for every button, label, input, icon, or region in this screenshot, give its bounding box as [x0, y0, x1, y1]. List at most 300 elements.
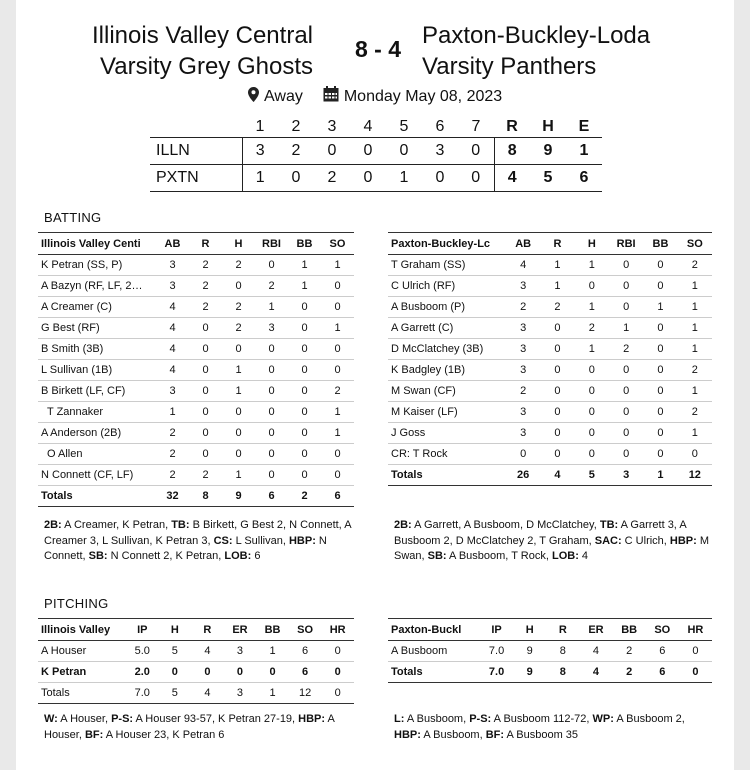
box-score-sheet [16, 0, 734, 770]
player-name: K Petran [38, 662, 126, 683]
player-row [388, 255, 712, 276]
stat-column-header: SO [678, 233, 712, 255]
stat-cell: 2 [222, 318, 255, 339]
stat-cell: 2 [609, 339, 643, 360]
note-text: N Connett, [44, 534, 327, 562]
stat-column-header: RBI [255, 233, 288, 255]
totals-row [38, 683, 354, 704]
stat-cell: 1 [678, 381, 712, 402]
inning-runs: 2 [278, 137, 314, 164]
stat-cell: 7.0 [480, 641, 513, 662]
stat-column-header: RBI [609, 233, 643, 255]
stat-cell: 0 [189, 423, 222, 444]
stat-cell: 0 [540, 339, 574, 360]
player-row [38, 662, 354, 683]
home-batting-notes [44, 518, 354, 565]
totals-row [38, 486, 354, 507]
stat-cell: 0 [575, 381, 609, 402]
stat-cell: 0 [189, 402, 222, 423]
stat-cell: 4 [156, 318, 189, 339]
total-hits: 9 [530, 137, 566, 164]
linescore-corner [150, 117, 242, 137]
map-pin-icon [248, 87, 259, 107]
stat-cell: 4 [156, 339, 189, 360]
stat-cell: 3 [506, 318, 540, 339]
stat-cell: 2 [506, 381, 540, 402]
note-text: N Connett 2, K Petran, [107, 550, 225, 562]
note-key: SB: [427, 550, 447, 562]
stat-cell: 0 [609, 360, 643, 381]
total-runs: 8 [494, 137, 530, 164]
stat-column-header: BB [288, 233, 321, 255]
stat-cell: 0 [321, 297, 354, 318]
totals-cell: 12 [289, 683, 322, 704]
player-name: K Petran (SS, P) [38, 255, 156, 276]
note-key: HBP: [394, 728, 421, 741]
stat-cell: 0 [321, 339, 354, 360]
team-column-header: Paxton-Buckley-Lc [388, 233, 506, 255]
stat-cell: 0 [189, 339, 222, 360]
stat-cell: 0 [321, 662, 354, 683]
stat-cell: 5.0 [126, 641, 159, 662]
stat-cell: 3 [506, 402, 540, 423]
totals-cell: 8 [189, 486, 222, 507]
stat-cell: 0 [643, 339, 677, 360]
team-column-header: Paxton-Buckl [388, 619, 480, 641]
player-row [38, 360, 354, 381]
stat-column-header: ER [224, 619, 257, 641]
linescore-row [150, 164, 602, 191]
note-key: HBP: [298, 713, 326, 725]
note-text: L Sullivan, [232, 534, 289, 547]
batting-section-title: BATTING [44, 210, 102, 225]
stat-cell: 1 [222, 360, 255, 381]
note-key: LOB: [551, 550, 579, 562]
totals-cell: 5 [575, 465, 609, 486]
stat-cell: 0 [288, 297, 321, 318]
player-row [388, 360, 712, 381]
note-text: A Busboom, [404, 713, 470, 725]
player-row [388, 339, 712, 360]
stat-column-header: BB [256, 619, 289, 641]
linescore-row [150, 137, 602, 164]
totals-cell: 2 [288, 486, 321, 507]
stat-cell: 0 [189, 381, 222, 402]
inning-runs: 0 [278, 164, 314, 191]
stat-cell: 3 [506, 360, 540, 381]
player-name: M Swan (CF) [388, 381, 506, 402]
note-text: A Busboom 35 [504, 728, 579, 741]
stat-cell: 0 [540, 402, 574, 423]
player-name: T Zannaker [38, 402, 156, 423]
player-row [38, 255, 354, 276]
stat-cell: 0 [191, 662, 224, 683]
away-team-name [422, 20, 650, 82]
note-key: WP: [592, 713, 614, 725]
rhe-header: R [506, 117, 518, 135]
stat-column-header: SO [289, 619, 322, 641]
stat-cell: 2 [189, 255, 222, 276]
away-batting-table [388, 232, 712, 486]
stat-cell: 1 [575, 255, 609, 276]
player-name: T Graham (SS) [388, 255, 506, 276]
team-column-header: Illinois Valley Centi [38, 233, 156, 255]
player-row [388, 444, 712, 465]
inning-runs: 0 [314, 137, 350, 164]
stat-cell: 2 [678, 402, 712, 423]
player-row [388, 423, 712, 444]
stat-cell: 3 [255, 318, 288, 339]
player-row [38, 318, 354, 339]
stat-cell: 6 [289, 662, 322, 683]
note-key: 2B: [44, 519, 62, 531]
player-row [38, 423, 354, 444]
total-hits: 5 [530, 164, 566, 191]
stat-cell: 0 [643, 255, 677, 276]
player-name: B Smith (3B) [38, 339, 156, 360]
note-text: A Busboom 112-72, [491, 713, 593, 725]
stat-cell: 3 [506, 276, 540, 297]
stat-cell: 1 [643, 297, 677, 318]
stat-cell: 0 [255, 255, 288, 276]
stat-cell: 3 [156, 276, 189, 297]
stat-cell: 0 [609, 423, 643, 444]
stat-cell: 0 [575, 402, 609, 423]
stat-cell: 1 [540, 255, 574, 276]
player-row [38, 402, 354, 423]
inning-runs: 1 [386, 164, 422, 191]
stat-cell: 3 [224, 641, 257, 662]
totals-cell: 9 [222, 486, 255, 507]
player-row [388, 381, 712, 402]
player-name: CR: T Rock [388, 444, 506, 465]
note-text: A Creamer, K Petran, [61, 519, 172, 531]
note-key: BF: [485, 728, 505, 741]
stat-column-header: R [189, 233, 222, 255]
stat-cell: 0 [643, 318, 677, 339]
stat-column-header: HR [321, 619, 354, 641]
home-team-line1: Illinois Valley Central [92, 22, 313, 49]
home-pitching-table [38, 618, 354, 704]
note-key: LOB: [224, 550, 252, 562]
stat-cell: 2 [678, 360, 712, 381]
stat-cell: 1 [288, 255, 321, 276]
player-name: G Best (RF) [38, 318, 156, 339]
player-name: A Bazyn (RF, LF, 2… [38, 276, 156, 297]
note-key: TB: [171, 519, 190, 531]
stat-cell: 0 [189, 318, 222, 339]
stat-cell: 0 [643, 276, 677, 297]
note-text: 4 [578, 550, 589, 562]
stat-column-header: H [222, 233, 255, 255]
stat-cell: 0 [255, 423, 288, 444]
stat-cell: 2.0 [126, 662, 159, 683]
home-batting-table [38, 232, 354, 507]
stat-cell: 1 [678, 339, 712, 360]
total-errors: 1 [566, 137, 602, 164]
player-name: C Ulrich (RF) [388, 276, 506, 297]
inning-header: 1 [255, 117, 265, 135]
player-row [388, 276, 712, 297]
note-text: B Birkett, G Best 2, N Connett, A Creamer 3, L Sullivan, K Petran 3, [44, 519, 351, 547]
stat-cell: 0 [222, 402, 255, 423]
player-name: D McClatchey (3B) [388, 339, 506, 360]
stat-cell: 1 [678, 318, 712, 339]
player-row [38, 444, 354, 465]
player-name: K Badgley (1B) [388, 360, 506, 381]
note-text: A Houser, [44, 713, 335, 741]
player-row [388, 297, 712, 318]
stat-cell: 0 [575, 444, 609, 465]
stat-cell: 0 [643, 423, 677, 444]
stat-cell: 0 [159, 662, 192, 683]
inning-runs: 2 [314, 164, 350, 191]
player-name: N Connett (CF, LF) [38, 465, 156, 486]
stat-cell: 4 [156, 360, 189, 381]
home-pitching-notes [44, 712, 354, 743]
stat-cell: 1 [321, 255, 354, 276]
player-name: A Anderson (2B) [38, 423, 156, 444]
stat-cell: 2 [189, 276, 222, 297]
stat-cell: 1 [609, 318, 643, 339]
rhe-header: E [578, 117, 590, 135]
stat-cell: 1 [575, 297, 609, 318]
player-name: J Goss [388, 423, 506, 444]
rhe-header: H [542, 117, 554, 135]
inning-runs: 0 [422, 164, 458, 191]
stat-cell: 2 [321, 381, 354, 402]
stat-column-header: R [540, 233, 574, 255]
stat-column-header: IP [480, 619, 513, 641]
totals-cell: 4 [540, 465, 574, 486]
stat-cell: 0 [222, 444, 255, 465]
player-row [388, 641, 712, 662]
game-meta [248, 86, 502, 107]
stat-cell: 1 [678, 423, 712, 444]
total-errors: 6 [566, 164, 602, 191]
stat-cell: 0 [256, 662, 289, 683]
stat-cell: 2 [222, 297, 255, 318]
pitching-section-title: PITCHING [44, 596, 109, 611]
totals-cell: 0 [321, 683, 354, 704]
stat-cell: 8 [546, 641, 579, 662]
stat-cell: 0 [540, 423, 574, 444]
stat-cell: 0 [540, 444, 574, 465]
totals-cell: 7.0 [480, 662, 513, 683]
player-name: M Kaiser (LF) [388, 402, 506, 423]
player-name: A Busboom [388, 641, 480, 662]
away-pitching-table [388, 618, 712, 683]
total-runs: 4 [494, 164, 530, 191]
stat-cell: 0 [321, 444, 354, 465]
stat-cell: 0 [189, 360, 222, 381]
totals-cell: 5 [159, 683, 192, 704]
totals-cell: 7.0 [126, 683, 159, 704]
inning-runs: 3 [422, 137, 458, 164]
stat-cell: 1 [678, 276, 712, 297]
linescore-team: ILLN [150, 137, 242, 164]
totals-cell: 3 [224, 683, 257, 704]
stat-cell: 0 [255, 360, 288, 381]
stat-cell: 0 [288, 444, 321, 465]
stat-cell: 3 [506, 339, 540, 360]
stat-cell: 0 [679, 641, 712, 662]
stat-column-header: SO [646, 619, 679, 641]
player-name: A Creamer (C) [38, 297, 156, 318]
note-key: HBP: [669, 534, 697, 547]
stat-cell: 1 [321, 318, 354, 339]
stat-column-header: BB [613, 619, 646, 641]
note-text: A Houser 93-57, K Petran 27-19, [133, 713, 299, 725]
stat-cell: 1 [678, 297, 712, 318]
stat-cell: 1 [256, 641, 289, 662]
note-text: C Ulrich, [621, 534, 670, 547]
stat-column-header: H [159, 619, 192, 641]
note-key: SAC: [594, 534, 622, 547]
stat-cell: 0 [222, 423, 255, 444]
stat-cell: 0 [288, 339, 321, 360]
totals-cell: 0 [679, 662, 712, 683]
stat-cell: 0 [288, 318, 321, 339]
stat-cell: 3 [156, 381, 189, 402]
note-key: L: [394, 713, 405, 725]
stat-cell: 1 [222, 465, 255, 486]
stat-cell: 0 [288, 402, 321, 423]
stat-cell: 0 [288, 423, 321, 444]
note-text: A Garrett 3, A Busboom 2, D McClatchey 2, T Graham, [394, 519, 687, 547]
stat-cell: 0 [575, 276, 609, 297]
stat-cell: 0 [288, 360, 321, 381]
stat-cell: 0 [540, 360, 574, 381]
away-batting-notes [394, 518, 712, 565]
home-team-name [92, 20, 313, 82]
inning-runs: 0 [386, 137, 422, 164]
stat-cell: 1 [222, 381, 255, 402]
stat-column-header: AB [506, 233, 540, 255]
stat-cell: 2 [506, 297, 540, 318]
stat-column-header: SO [321, 233, 354, 255]
note-key: HBP: [288, 534, 316, 547]
note-text: M Swan, [394, 534, 710, 562]
player-name: L Sullivan (1B) [38, 360, 156, 381]
stat-cell: 1 [156, 402, 189, 423]
stat-cell: 0 [255, 465, 288, 486]
team-column-header: Illinois Valley [38, 619, 126, 641]
player-row [38, 465, 354, 486]
stat-column-header: H [513, 619, 546, 641]
totals-cell: 32 [156, 486, 189, 507]
totals-cell: 3 [609, 465, 643, 486]
player-row [38, 381, 354, 402]
totals-cell: 2 [613, 662, 646, 683]
stat-cell: 3 [506, 423, 540, 444]
stat-cell: 0 [321, 276, 354, 297]
away-team-line2: Varsity Panthers [422, 53, 597, 80]
note-key: BF: [84, 728, 104, 741]
note-key: CS: [213, 534, 233, 547]
stat-cell: 2 [156, 465, 189, 486]
stat-cell: 9 [513, 641, 546, 662]
stat-cell: 0 [224, 662, 257, 683]
note-key: P-S: [469, 713, 492, 725]
note-key: W: [44, 713, 58, 725]
stat-cell: 2 [678, 255, 712, 276]
player-name: B Birkett (LF, CF) [38, 381, 156, 402]
inning-header: 3 [327, 117, 337, 135]
stat-cell: 0 [321, 360, 354, 381]
stat-cell: 6 [646, 641, 679, 662]
stat-cell: 2 [189, 465, 222, 486]
away-team-line1: Paxton-Buckley-Loda [422, 22, 651, 49]
player-row [38, 297, 354, 318]
stat-cell: 0 [321, 465, 354, 486]
player-row [388, 402, 712, 423]
totals-cell: 4 [579, 662, 612, 683]
stat-cell: 0 [189, 444, 222, 465]
totals-cell: 8 [546, 662, 579, 683]
stat-cell: 0 [609, 297, 643, 318]
note-text: A Houser, [57, 713, 112, 725]
inning-runs: 3 [242, 137, 278, 164]
totals-cell: 6 [646, 662, 679, 683]
home-team-line2: Varsity Grey Ghosts [100, 53, 313, 80]
stat-column-header: R [191, 619, 224, 641]
player-name: A Garrett (C) [388, 318, 506, 339]
stat-cell: 0 [255, 381, 288, 402]
totals-cell: 1 [256, 683, 289, 704]
totals-label: Totals [38, 683, 126, 704]
note-key: SB: [88, 550, 108, 562]
stat-column-header: H [575, 233, 609, 255]
stat-cell: 0 [609, 402, 643, 423]
stat-cell: 0 [255, 339, 288, 360]
stat-cell: 0 [678, 444, 712, 465]
stat-cell: 0 [609, 444, 643, 465]
inning-header: 6 [435, 117, 445, 135]
stat-cell: 1 [255, 297, 288, 318]
note-text: A Busboom, [420, 728, 486, 741]
inning-runs: 0 [350, 164, 386, 191]
totals-label: Totals [38, 486, 156, 507]
player-name: A Houser [38, 641, 126, 662]
stat-cell: 3 [156, 255, 189, 276]
stat-cell: 2 [540, 297, 574, 318]
stat-cell: 0 [575, 360, 609, 381]
note-text: A Houser 23, K Petran 6 [103, 728, 225, 741]
stat-cell: 0 [643, 444, 677, 465]
player-row [388, 318, 712, 339]
stat-cell: 1 [575, 339, 609, 360]
stat-cell: 0 [222, 339, 255, 360]
linescore-table [150, 117, 602, 192]
stat-cell: 2 [255, 276, 288, 297]
stat-column-header: ER [579, 619, 612, 641]
inning-runs: 0 [350, 137, 386, 164]
linescore-team: PXTN [150, 164, 242, 191]
note-text: 6 [251, 550, 261, 562]
stat-cell: 1 [288, 276, 321, 297]
stat-cell: 0 [643, 381, 677, 402]
stat-cell: 4 [156, 297, 189, 318]
game-location: Away [264, 87, 303, 105]
note-text: A Busboom, T Rock, [446, 550, 552, 562]
away-pitching-notes [394, 712, 712, 743]
note-text: A Garrett, A Busboom, D McClatchey, [411, 519, 600, 531]
stat-cell: 0 [540, 318, 574, 339]
game-date: Monday May 08, 2023 [343, 87, 503, 105]
stat-cell: 6 [289, 641, 322, 662]
stat-cell: 2 [613, 641, 646, 662]
